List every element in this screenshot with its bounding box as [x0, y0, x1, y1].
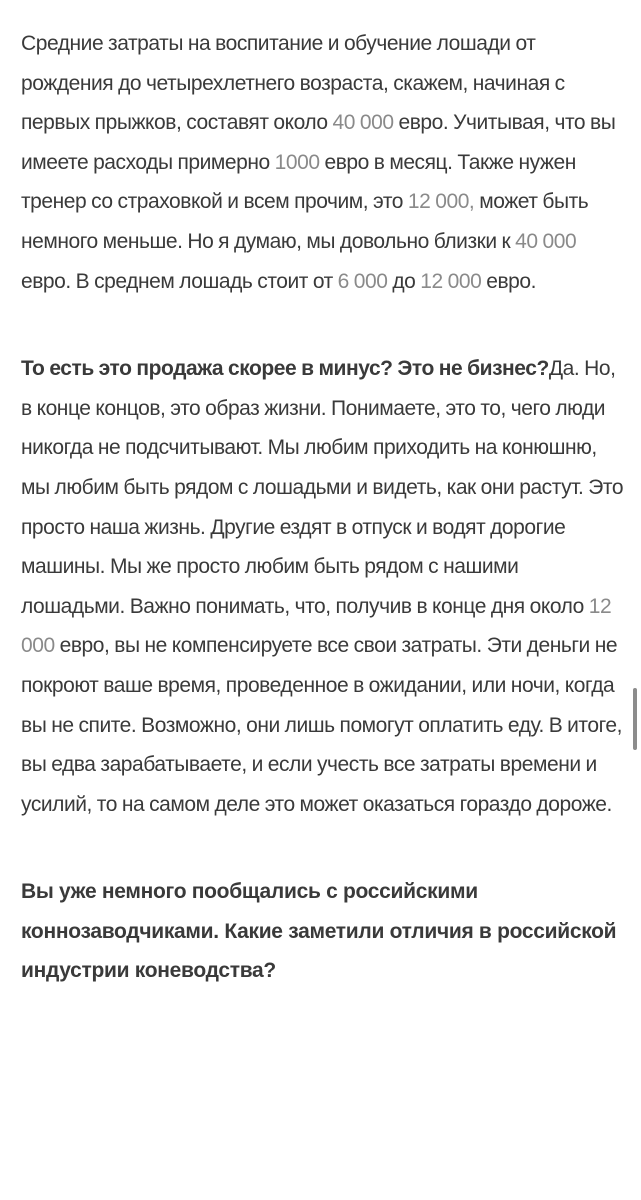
number-value: 1000 [274, 150, 320, 174]
text-segment: до [392, 269, 416, 293]
interview-question-heading: Вы уже немного пообщались с российскими коннозаводчиками. Какие заметили отличия в российской индустрии коневодства? [21, 880, 617, 983]
number-value: 12 000, [407, 190, 475, 214]
text-segment: может быть немного меньше. Но я думаю, мы довольно близки к [21, 190, 589, 253]
number-value: 40 000 [332, 111, 394, 135]
scrollbar-thumb[interactable] [633, 688, 637, 750]
number-value: 40 000 [515, 229, 577, 253]
number-value: 12 000 [21, 594, 612, 658]
text-segment: евро. [486, 269, 536, 293]
article-body [21, 24, 627, 991]
text-segment: Средние затраты на воспитание и обучение лошади от рождения до четырехлетнего возраста, скажем, начиная с первых прыжков, составят около [21, 32, 565, 135]
text-segment: евро в месяц. Также нужен тренер со страховкой и всем прочим, это [21, 150, 576, 214]
number-value: 6 000 [337, 269, 388, 293]
paragraph-business [21, 349, 627, 824]
paragraph-costs [21, 24, 627, 301]
text-segment: евро, вы не компенсируете все свои затраты. Эти деньги не покроют ваше время, проведенное в ожидании, или ночи, когда вы не спите. Возможно, они лишь помогут оплатить еду. В итоге, вы едва зарабатываете, и если учесть все затраты времени и усилий, то на самом деле это может оказаться гораздо дороже. [21, 634, 622, 816]
interview-question: То есть это продажа скорее в минус? Это не бизнес? [21, 357, 549, 381]
text-segment: евро. В среднем лошадь стоит от [21, 269, 333, 293]
number-value: 12 000 [420, 269, 482, 293]
text-segment: евро. Учитывая, что вы имеете расходы примерно [21, 111, 616, 174]
text-segment: Да. Но, в конце концов, это образ жизни. Понимаете, это то, чего люди никогда не подсчитывают. Мы любим приходить на конюшню, мы любим быть рядом с лошадьми и видеть, как они растут. Это просто наша жизнь. Другие ездят в отпуск и водят дорогие машины. Мы же просто любим быть рядом с нашими лошадьми. Важно понимать, что, получив в конце дня около [21, 357, 624, 618]
